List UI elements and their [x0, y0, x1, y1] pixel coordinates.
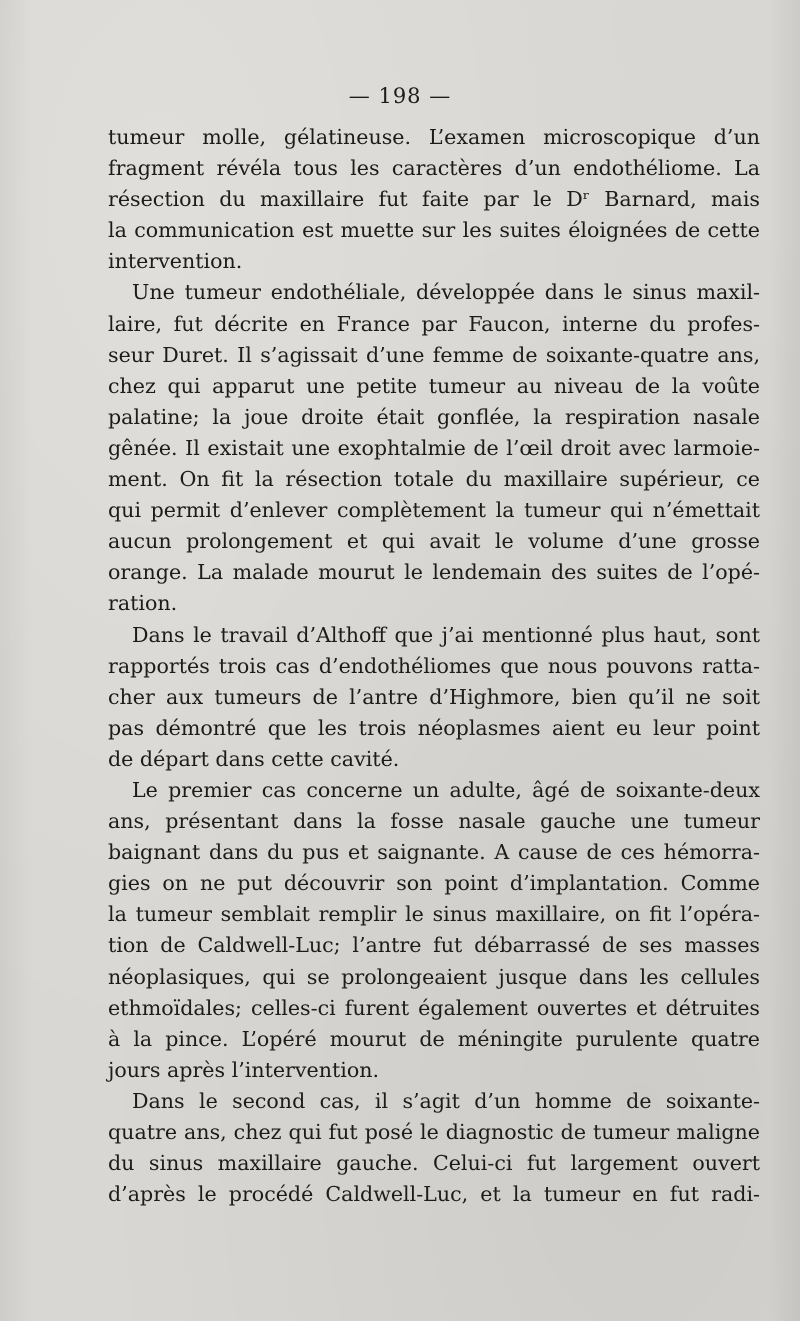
text-line: tion de Caldwell-Luc; l’antre fut débarrassé de ses masses — [108, 933, 760, 958]
text-line: laire, fut décrite en France par Faucon, interne du profes- — [108, 311, 760, 336]
body-text — [108, 122, 760, 1210]
text-line: pas démontré que les trois néoplasmes aient eu leur point — [108, 715, 760, 740]
text-line: jours après l’intervention. — [108, 1057, 380, 1082]
text-line: quatre ans, chez qui fut posé le diagnostic de tumeur maligne — [108, 1120, 760, 1144]
paragraph — [108, 775, 760, 1086]
text-line: résection du maxillaire fut faite par le Dʳ Barnard, mais — [108, 187, 760, 212]
text-line: la tumeur semblait remplir le sinus maxillaire, on fit l’opéra- — [108, 902, 760, 927]
text-line: Dans le second cas, il s’agit d’un homme de soixante- — [132, 1088, 760, 1113]
paragraph — [108, 620, 760, 775]
text-line: aucun prolongement et qui avait le volume d’une grosse — [108, 529, 760, 554]
text-line: fragment révéla tous les caractères d’un endothéliome. La — [108, 156, 760, 181]
text-line: de départ dans cette cavité. — [108, 746, 400, 771]
text-line: Une tumeur endothéliale, développée dans le sinus maxil- — [132, 280, 760, 305]
paragraph — [108, 1086, 760, 1210]
text-line: ration. — [108, 591, 178, 616]
text-line: palatine; la joue droite était gonflée, la respiration nasale — [108, 404, 760, 429]
text-line: Le premier cas concerne un adulte, âgé de soixante-deux — [132, 777, 760, 802]
text-line: gênée. Il existait une exophtalmie de l’œil droit avec larmoie- — [108, 435, 760, 460]
text-line: d’après le procédé Caldwell-Luc, et la tumeur en fut radi- — [108, 1182, 760, 1207]
text-line: cher aux tumeurs de l’antre d’Highmore, bien qu’il ne soit — [108, 684, 760, 709]
text-line: tumeur molle, gélatineuse. L’examen microscopique d’un — [108, 125, 760, 149]
text-line: la communication est muette sur les suites éloignées de cette — [108, 218, 760, 243]
text-line: ethmoïdales; celles-ci furent également ouvertes et détruites — [108, 995, 760, 1020]
text-line: Dans le travail d’Althoff que j’ai mentionné plus haut, sont — [132, 622, 760, 647]
page-number: — 198 — — [348, 84, 452, 108]
text-line: gies on ne put découvrir son point d’implantation. Comme — [108, 871, 760, 896]
text-line: du sinus maxillaire gauche. Celui-ci fut largement ouvert — [108, 1151, 760, 1176]
text-line: ans, présentant dans la fosse nasale gauche une tumeur — [108, 809, 760, 834]
text-line: qui permit d’enlever complètement la tumeur qui n’émettait — [108, 498, 760, 523]
text-line: chez qui apparut une petite tumeur au niveau de la voûte — [108, 373, 760, 398]
text-line: néoplasiques, qui se prolongeaient jusque dans les cellules — [108, 964, 760, 989]
text-line: intervention. — [108, 249, 243, 274]
text-line: baignant dans du pus et saignante. A cause de ces hémorra- — [108, 840, 760, 865]
text-line: rapportés trois cas d’endothéliomes que nous pouvons ratta- — [108, 653, 760, 678]
text-line: seur Duret. Il s’agissait d’une femme de soixante-quatre ans, — [108, 342, 760, 367]
text-line: ment. On fit la résection totale du maxillaire supérieur, ce — [108, 467, 760, 492]
text-line: orange. La malade mourut le lendemain des suites de l’opé- — [108, 560, 760, 585]
paragraph — [108, 277, 760, 619]
paragraph — [108, 122, 760, 277]
text-line: à la pince. L’opéré mourut de méningite purulente quatre — [108, 1026, 760, 1051]
